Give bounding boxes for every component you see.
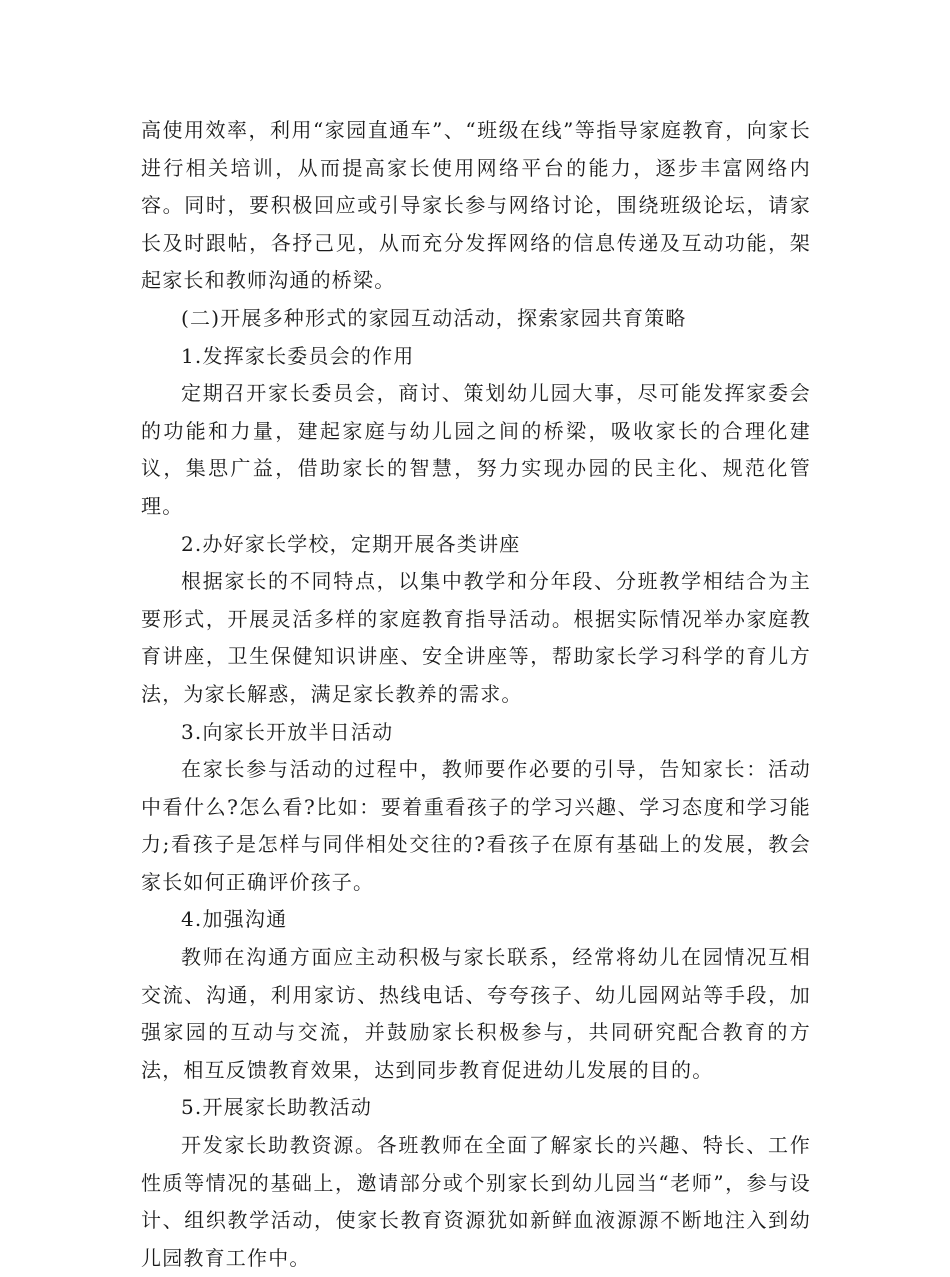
section-heading: (二)开展多种形式的家园互动活动，探索家园共育策略 — [181, 305, 687, 330]
document-page — [141, 112, 811, 1277]
subsection-heading: 2.办好家长学校，定期开展各类讲座 — [181, 531, 521, 556]
body-paragraph: 定期召开家长委员会，商讨、策划幼儿园大事，尽可能发挥家委会的功能和力量，建起家庭与幼儿园之间的桥梁，吸收家长的合理化建议，集思广益，借助家长的智慧，努力实现办园的民主化、规范化管理。 — [141, 381, 811, 518]
paragraph-continuation: 高使用效率，利用“家园直通车”、“班级在线”等指导家庭教育，向家长进行相关培训，从而提高家长使用网络平台的能力，逐步丰富网络内容。同时，要积极回应或引导家长参与网络讨论，围绕班级论坛，请家长及时跟帖，各抒己见，从而充分发挥网络的信息传递及互动功能，架起家长和教师沟通的桥梁。 — [141, 118, 811, 293]
subsection-heading: 5.开展家长助教活动 — [181, 1095, 373, 1120]
body-paragraph: 根据家长的不同特点，以集中教学和分年段、分班教学相结合为主要形式，开展灵活多样的家庭教育指导活动。根据实际情况举办家庭教育讲座，卫生保健知识讲座、安全讲座等，帮助家长学习科学的育儿方法，为家长解惑，满足家长教养的需求。 — [141, 569, 811, 706]
subsection-heading: 1.发挥家长委员会的作用 — [181, 343, 415, 368]
body-paragraph: 教师在沟通方面应主动积极与家长联系，经常将幼儿在园情况互相交流、沟通，利用家访、热线电话、夸夸孩子、幼儿园网站等手段，加强家园的互动与交流，并鼓励家长积极参与，共同研究配合教育的方法，相互反馈教育效果，达到同步教育促进幼儿发展的目的。 — [141, 945, 811, 1082]
body-paragraph: 开发家长助教资源。各班教师在全面了解家长的兴趣、特长、工作性质等情况的基础上，邀请部分或个别家长到幼儿园当“老师”，参与设计、组织教学活动，使家长教育资源犹如新鲜血液源源不断地注入到幼儿园教育工作中。 — [141, 1133, 811, 1270]
subsection-heading: 4.加强沟通 — [181, 907, 288, 932]
body-paragraph: 在家长参与活动的过程中，教师要作必要的引导，告知家长：活动中看什么?怎么看?比如：要着重看孩子的学习兴趣、学习态度和学习能力;看孩子是怎样与同伴相处交往的?看孩子在原有基础上的发展，教会家长如何正确评价孩子。 — [141, 757, 811, 894]
subsection-heading: 3.向家长开放半日活动 — [181, 719, 394, 744]
